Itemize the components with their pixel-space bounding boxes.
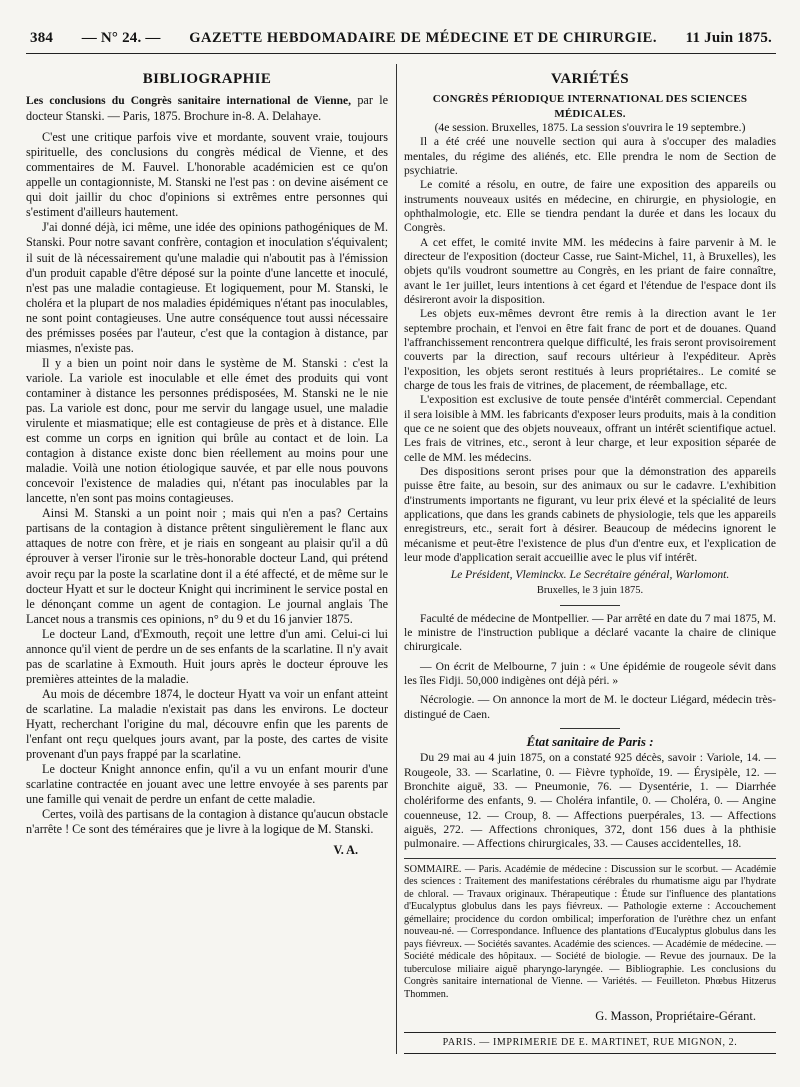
imprimerie-line: PARIS. — IMPRIMERIE DE E. MARTINET, RUE MIGNON, 2. — [404, 1032, 776, 1054]
page-number: 384 — [30, 30, 54, 46]
column-divider — [396, 64, 397, 1054]
separator — [560, 605, 620, 606]
right-paragraph: Des dispositions seront prises pour que la démonstration des appareils puisse être faite, au besoin, sur des animaux ou sur le cadavre. L'exhibition d'instruments importants ne figurant, vu leur prix élevé et la spécialité de leurs applications, que dans les grands cabinets de physiologie, tels que les appareils enregistreurs, etc., serait fort à désirer. Beaucoup de médecins ignorent le mécanisme et peut-être l'existence de plus d'un d'entre eux, et l'explication de leur mode d'application serait accueillie avec le plus vif intérêt. — [404, 464, 776, 564]
issue-date: 11 Juin 1875. — [685, 30, 772, 46]
left-paragraph: Au mois de décembre 1874, le docteur Hyatt va voir un enfant atteint de scarlatine. La maladie n'existait pas dans les environs. Le docteur Hyatt, recherchant l'origine du mal, découvre enfin que les parents de l'enfant ont reçu quelques jours avant, par la poste, des cartes de visite provenant d'un pays frappé par la scarlatine. — [26, 686, 388, 762]
biblio-reference — [26, 93, 388, 124]
signature: V. A. — [333, 843, 358, 858]
sommaire-box — [404, 858, 776, 1002]
news-item: Nécrologie. — On annonce la mort de M. le docteur Liégard, médecin très-distingué de Caen. — [404, 693, 776, 721]
etat-sanitaire-text: Du 29 mai au 4 juin 1875, on a constaté 925 décès, savoir : Variole, 14. — Rougeole, 33. — Scarlatine, 0. — Fièvre typhoïde, 19. — Érysipèle, 12. — Bronchite aiguë, 33. — Pneumonie, 76. — Dysentérie, 1. — Diarrhée cholériforme des enfants, 9. — Choléra infantile, 0. — Choléra, 0. — Angine couenneuse, 12. — Croup, 8. — Affections puerpérales, 13. — Affections aiguës, 272. — Affections chroniques, 372, dont 156 dues à la phthisie pulmonaire. — Affections chirurgicales, 33. — Causes accidentelles, 18. — [404, 751, 776, 851]
varietes-heading: VARIÉTÉS — [551, 71, 629, 87]
journal-title: GAZETTE HEBDOMADAIRE DE MÉDECINE ET DE CHIRURGIE. — [189, 30, 657, 46]
right-paragraph: Le comité a résolu, en outre, de faire une exposition des appareils ou instruments nouveaux usités en médecine, en chirurgie, en physiologie, en ophthalmologie, etc. Elle se tiendra pendant la durée et dans les locaux du Congrès. — [404, 178, 776, 235]
date-line: Bruxelles, le 3 juin 1875. — [536, 585, 644, 597]
left-paragraph: Il y a bien un point noir dans le système de M. Stanski : c'est la variole. La variole est inoculable et elle émet des produits qui vont contaminer à distance les personnes prédisposées, M. Stanski ne le nie pas. La variole est donc, pour me servir du langage usuel, une maladie virulente et miasmatique; elle est contagieuse de près et à distance. Elle est comme un corps en ignition qui brûle au contact et de loin. La contagion à distance existe donc bien réellement au moins pour une maladie. Voilà une notion étiologique sauvée, et par elle nous pouvons concevoir l'existence de maladies qui, n'étant pas inoculables par la lancette, n'en sont pas moins contagieuses. — [26, 355, 388, 506]
left-paragraph: Le docteur Knight annonce enfin, qu'il a vu un enfant mourir d'une scarlatine contractée en jouant avec une lettre envoyée à ses parents par une famille qui venait de perdre un enfant de cette maladie. — [26, 762, 388, 807]
etat-sanitaire-heading: État sanitaire de Paris : — [526, 734, 654, 750]
news-item: Faculté de médecine de Montpellier. — Par arrêté en date du 7 mai 1875, M. le ministre de l'instruction publique a déclaré vacante la chaire de clinique chirurgicale. — [404, 611, 776, 654]
congres-subtitle: (4e session. Bruxelles, 1875. La session s'ouvrira le 19 septembre.) — [434, 120, 746, 134]
left-column — [26, 64, 388, 858]
president-line: Le Président, Vleminckx. Le Secrétaire général, Warlomont. — [450, 568, 730, 582]
issue-number: — N° 24. — — [81, 30, 161, 46]
reference-title: Les conclusions du Congrès sanitaire international de Vienne, — [26, 95, 351, 108]
left-paragraph: Ainsi M. Stanski a un point noir ; mais qui n'en a pas? Certains partisans de la contagion à distance prêtent singulièrement le flanc aux attaques de notre con frère, et je riais en songeant au plaisir qu'il a dû éprouver à verser l'ironie sur le très-honorable docteur Land, qui prétend avoir reçu par la poste la scarlatine dont il a été affecté, et de même sur le docteur Hyatt et sur le docteur Knight qui incriminent le service postal en le dénonçant comme un agent de contagion. Le journal anglais The Lancet nous a transmis ces opinions, n° du 9 et du 16 janvier 1875. — [26, 506, 388, 626]
left-paragraph: J'ai donné déjà, ici même, une idée des opinions pathogéniques de M. Stanski. Pour notre savant confrère, contagion et inoculation s'équivalent; il suit de là nécessairement qu'une maladie qui n'aboutit pas à l'émission d'un produit capable d'être déposé sur la pointe d'une lancette et inoculé, n'est pas une maladie contagieuse. Et logiquement, pour M. Stanski, le choléra et la plupart de nos maladies épidémiques n'étant pas inoculables, ne sont point contagieuses. Une autre conséquence tout aussi nécessaire des prémisses posées par l'auteur, c'est que la contagion à distance, par miasmes, n'existe pas. — [26, 220, 388, 355]
left-paragraph: C'est une critique parfois vive et mordante, souvent vraie, toujours spirituelle, des conclusions du congrès médical de Vienne, et des commentaires de M. Fauvel. L'honorable académicien est ce qu'on appelle un contagionniste, M. Stanski ne l'est pas : on devine aisément ce qui doit jaillir du choc d'opinions si extrêmes entre personnes qui s'estiment d'ailleurs hautement. — [26, 130, 388, 220]
separator — [560, 728, 620, 729]
right-paragraph: Les objets eux-mêmes devront être remis à la direction avant le 1er septembre prochain, et l'envoi en être fait franc de port et de douanes. Quand l'affranchissement rencontrera quelque difficulté, les frais seront provisoirement couverts par la direction, sauf recours ultérieur à l'expéditeur. Après l'exposition, les objets seront restitués à leurs propriétaires.. Le comité se charge de tous les frais de vitrines, de placement, de réemballage, etc. — [404, 307, 776, 392]
congres-title: CONGRÈS PÉRIODIQUE INTERNATIONAL DES SCIENCES MÉDICALES. — [432, 93, 748, 120]
left-paragraph: Le docteur Land, d'Exmouth, reçoit une lettre d'un ami. Celui-ci lui annonce qu'il vient de perdre un de ses enfants de la scarlatine. Il n'y avait pas de scarlatine à Exmouth. Huit jours après le docteur éprouve les premières atteintes de la maladie. — [26, 626, 388, 686]
right-column — [404, 64, 776, 1054]
reference-rest: par le docteur Stanski. — Paris, 1875. Brochure in-8. A. Delahaye. — [26, 93, 388, 124]
right-paragraph: A cet effet, le comité invite MM. les médecins à faire parvenir à M. le directeur de l'exposition (docteur Casse, rue Saint-Michel, 11, à Bruxelles), les objets qu'ils voudront soumettre au Congrès, en les priant de faire connaître, avant le 1er juillet, leurs intentions à cet égard et l'étendue de l'espace dont ils désireront avoir la disposition. — [404, 235, 776, 306]
gerant-line: G. Masson, Propriétaire-Gérant. — [595, 1009, 756, 1024]
newspaper-page — [26, 24, 776, 1064]
left-paragraph: Certes, voilà des partisans de la contagion à distance qu'aucun obstacle n'arrête ! Ce sont des téméraires que je livre à la logique de M. Stanski. — [26, 807, 388, 837]
news-item: — On écrit de Melbourne, 7 juin : « Une épidémie de rougeole sévit dans les îles Fidji. 50,000 indigènes ont déjà péri. » — [404, 659, 776, 688]
columns — [26, 64, 776, 1064]
bibliographie-heading: BIBLIOGRAPHIE — [142, 71, 272, 87]
right-paragraph: Il a été créé une nouvelle section qui aura à s'occuper des maladies mentales, du régime des aliénés, etc. Elle prendra le nom de Section de psychiatrie. — [404, 135, 776, 177]
right-paragraph: L'exposition est exclusive de toute pensée d'intérêt commercial. Cependant il sera loisible à MM. les fabricants d'exposer leurs produits, mais à la condition que ce ne soient que des objets nouveaux, offrant un intérêt scientifique actuel. Les frais de vitrines, etc., seront à leur charge, et leur exposition séparée de celle de MM. les médecins. — [404, 393, 776, 464]
page-header — [26, 24, 776, 54]
sommaire-text: SOMMAIRE. — Paris. Académie de médecine : Discussion sur le scorbut. — Académie des sciences : Traitement des manifestations cérébrales du rhumatisme aigu par l'hydrate de chloral. — Travaux originaux. Thérapeutique : Étude sur l'influence des plantations d'Eucalyptus globulus dans les pays fiévreux. — Pathologie externe : Accouchement gémellaire; procidence du cordon ombilical; imperforation de l'urèthre chez un enfant nouveau-né. — Correspondance. Influence des plantations d'Eucalyptus globulus dans les pays fiévreux. — Sociétés savantes. Académie des sciences. — Académie de médecine. — Société médicale des hôpitaux. — Société de biologie. — Revue des journaux. De la tuberculose miliaire aiguë pharyngo-laryngée. — Bibliographie. Les conclusions du Congrès sanitaire international de Vienne. — Variétés. — Feuilleton. Phœbus Hitzerus Thommen. — [404, 863, 776, 1000]
